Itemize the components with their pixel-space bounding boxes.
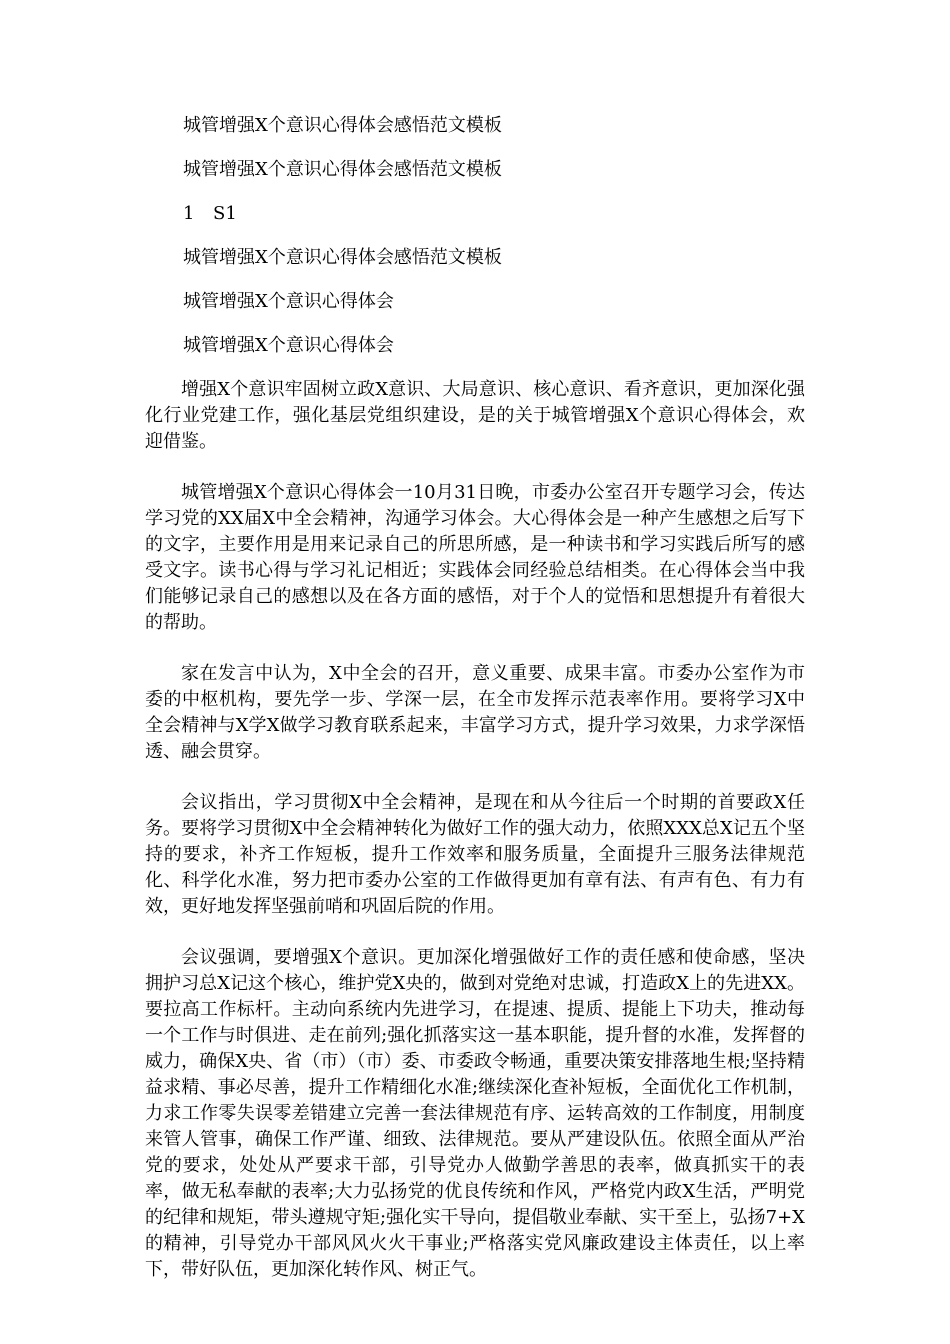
page-marker <box>183 203 237 225</box>
body-paragraph: 会议指出，学习贯彻X中全会精神，是现在和从今往后一个时期的首要政X任务。要将学习贯彻X中全会精神转化为做好工作的强大动力，依照XXX总X记五个坚持的要求，补齐工作短板，提升工作效率和服务质量，全面提升三服务法律规范化、科学化水准，努力把市委办公室的工作做得更加有章有法、有声有色、有力有效，更好地发挥坚强前哨和巩固后院的作用。 <box>145 792 805 917</box>
document-title-line: 城管增强X个意识心得体会感悟范文模板 <box>183 115 502 136</box>
body-paragraph: 家在发言中认为，X中全会的召开，意义重要、成果丰富。市委办公室作为市委的中枢机构，要先学一步、学深一层，在全市发挥示范表率作用。要将学习X中全会精神与X学X做学习教育联系起来，丰富学习方式，提升学习效果，力求学深悟透、融会贯穿。 <box>145 663 805 762</box>
body-paragraph: 增强X个意识牢固树立政X意识、大局意识、核心意识、看齐意识，更加深化强化行业党建工作，强化基层党组织建设，是的关于城管增强X个意识心得体会，欢迎借鉴。 <box>145 379 805 452</box>
document-subtitle-line: 城管增强X个意识心得体会 <box>183 291 394 312</box>
page-marker-number: 1 <box>183 203 195 224</box>
body-paragraph: 城管增强X个意识心得体会一10月31日晚，市委办公室召开专题学习会，传达学习党的XX届X中全会精神，沟通学习体会。大心得体会是一种产生感想之后写下的文字，主要作用是用来记录自己的所思所感，是一种读书和学习实践后所写的感受文字。读书心得与学习礼记相近；实践体会同经验总结相类。在心得体会当中我们能够记录自己的感想以及在各方面的感悟，对于个人的觉悟和思想提升有着很大的帮助。 <box>145 482 805 633</box>
document-title-line: 城管增强X个意识心得体会感悟范文模板 <box>183 247 502 268</box>
document-body <box>145 377 805 1308</box>
body-paragraph: 会议强调，要增强X个意识。更加深化增强做好工作的责任感和使命感，坚决拥护习总X记这个核心，维护党X央的，做到对党绝对忠诚，打造政X上的先进XX。要拉高工作标杆。主动向系统内先进学习，在提速、提质、提能上下功夫，推动每一个工作与时俱进、走在前列;强化抓落实这一基本职能，提升督的水准，发挥督的威力，确保X央、省（市）（市）委、市委政令畅通，重要决策安排落地生根;坚持精益求精、事必尽善，提升工作精细化水准;继续深化查补短板，全面优化工作机制，力求工作零失误零差错建立完善一套法律规范有序、运转高效的工作制度，用制度来管人管事，确保工作严谨、细致、法律规范。要从严建设队伍。依照全面从严治党的要求，处处从严要求干部，引导党办人做勤学善思的表率，做真抓实干的表率，做无私奉献的表率;大力弘扬党的优良传统和作风，严格党内政X生活，严明党的纪律和规矩，带头遵规守矩;强化实干导向，提倡敬业奉献、实干至上，弘扬7+X的精神，引导党办干部风风火火干事业;严格落实党风廉政建设主体责任，以上率下，带好队伍，更加深化转作风、树正气。 <box>145 947 805 1280</box>
document-title-line: 城管增强X个意识心得体会感悟范文模板 <box>183 159 502 180</box>
page-marker-label: S1 <box>213 203 237 224</box>
document-subtitle-line: 城管增强X个意识心得体会 <box>183 335 394 356</box>
